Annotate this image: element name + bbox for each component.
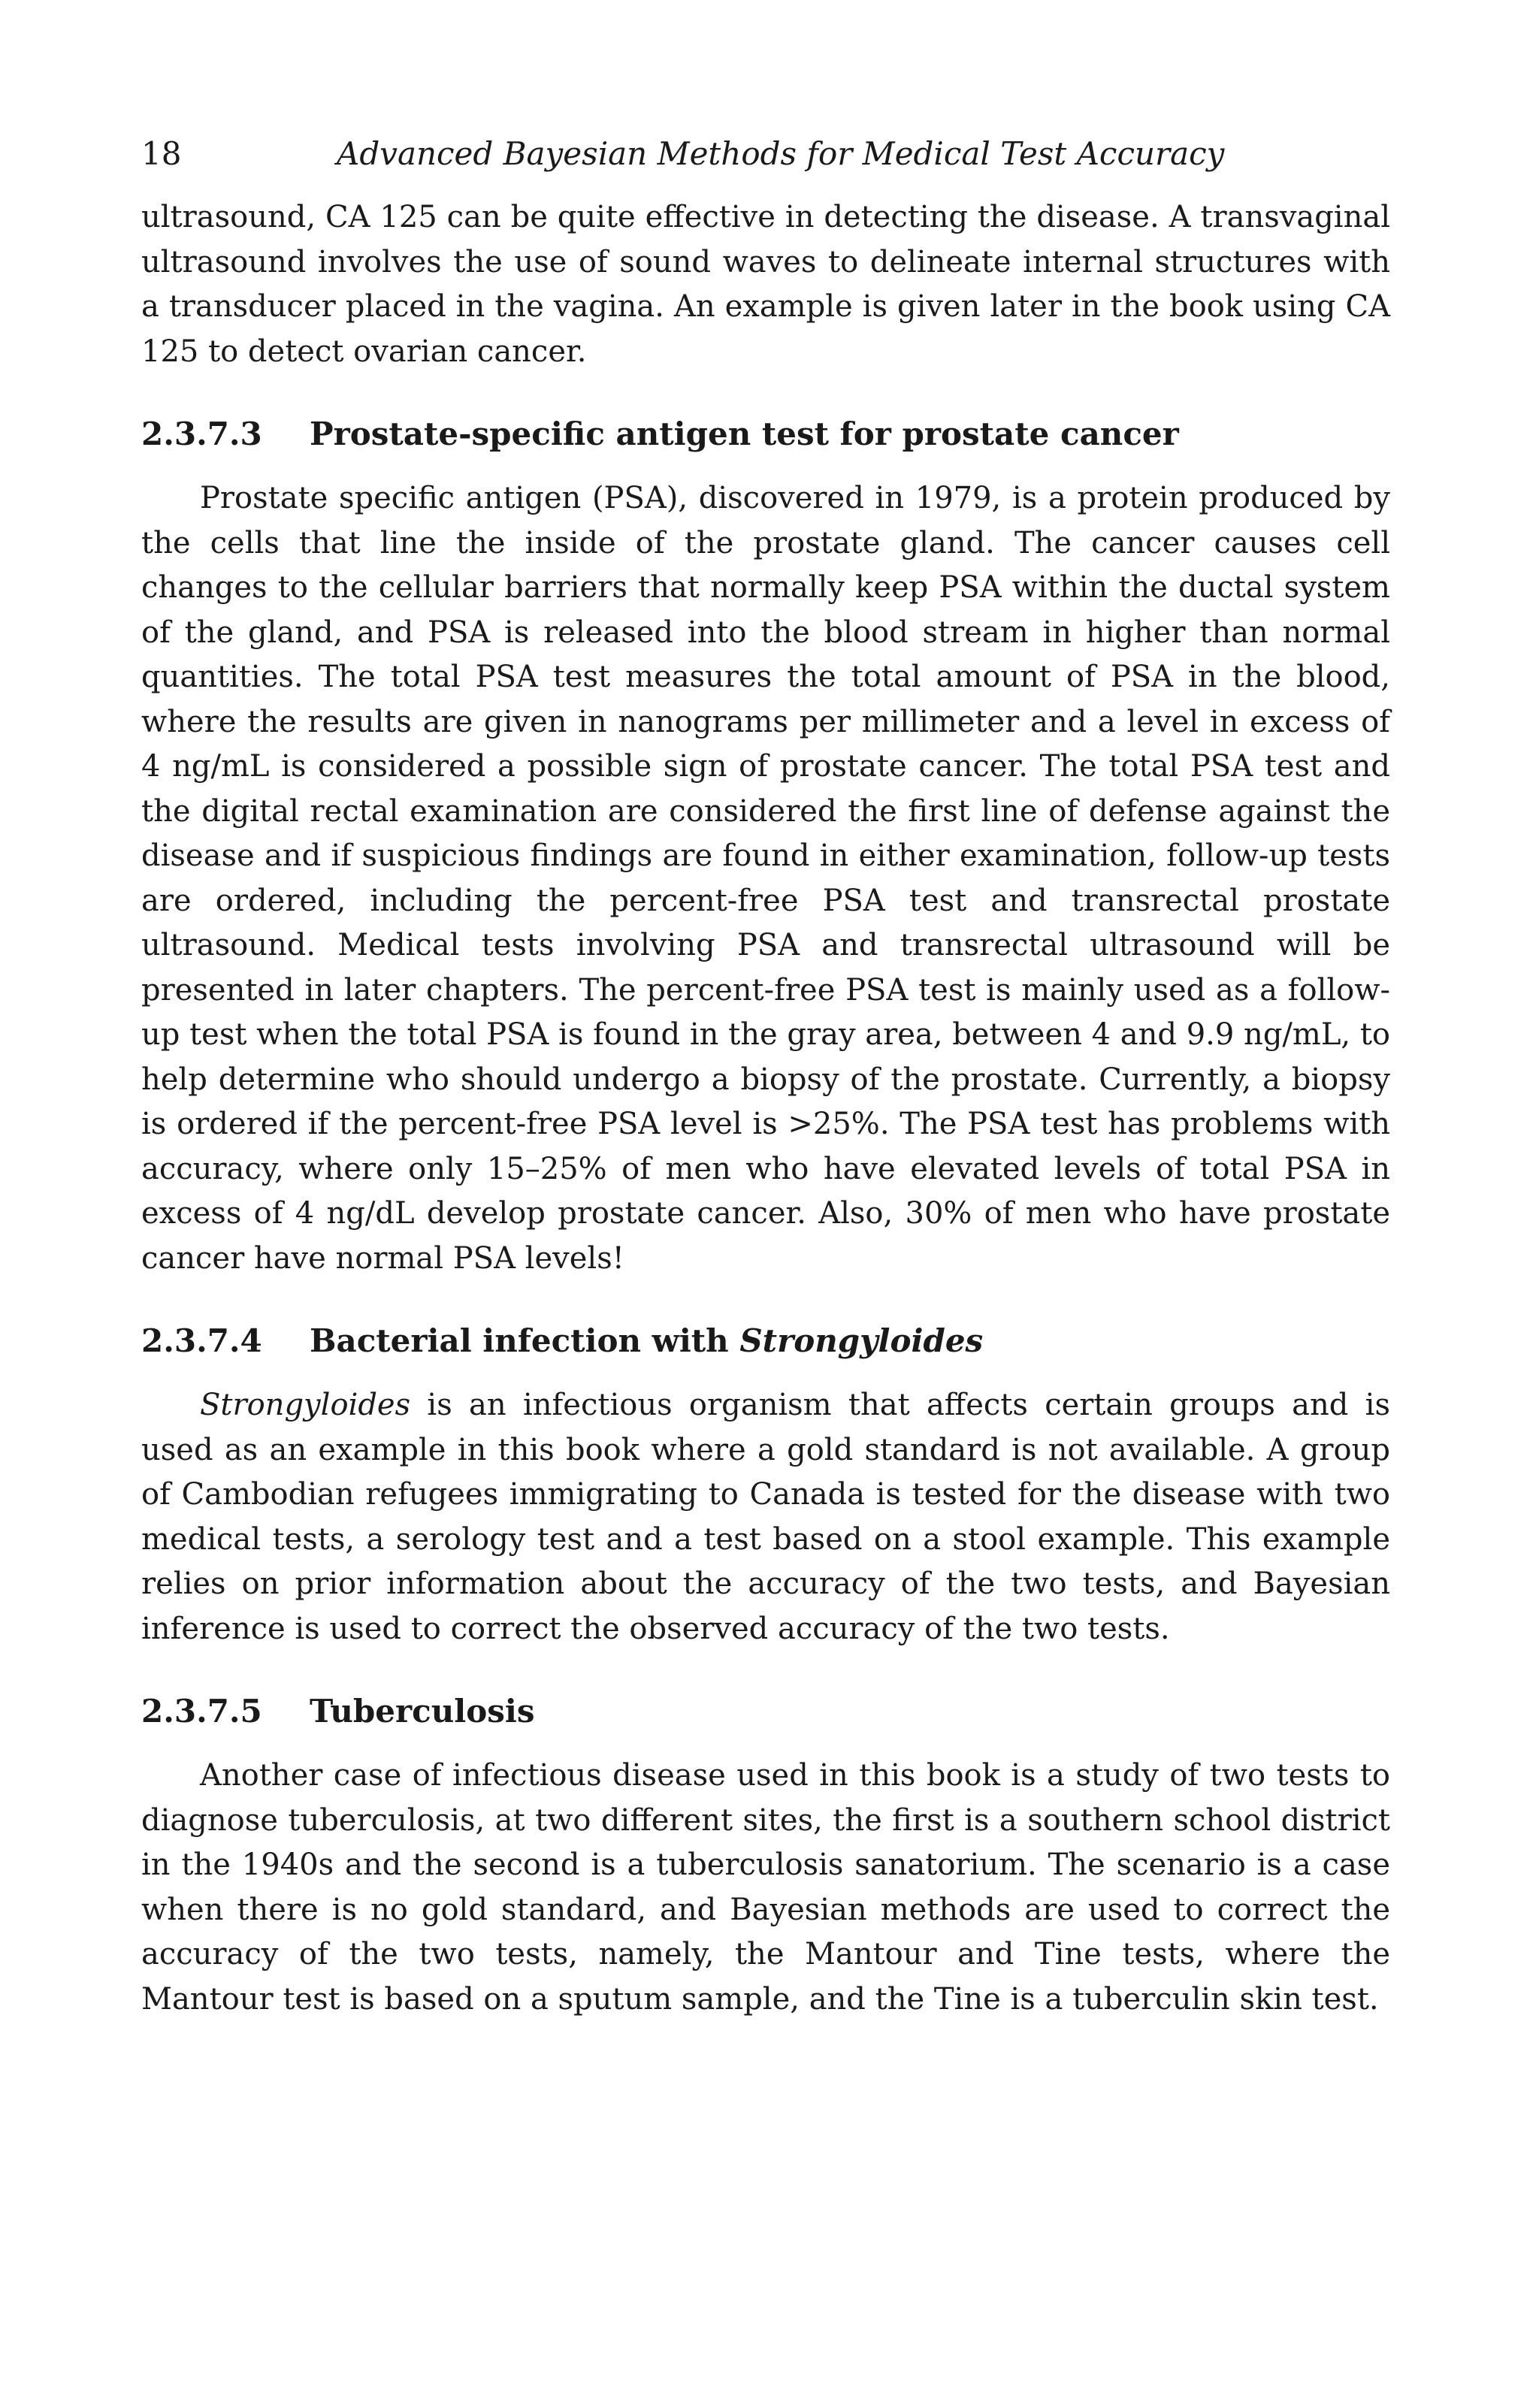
section-title: Tuberculosis [310, 1693, 535, 1730]
section-number: 2.3.7.4 [141, 1322, 262, 1359]
section-paragraph-tuberculosis: Another case of infectious disease used in this book is a study of two tests to diagnose tuberculosis, at two different sites, the first is a southern school district in the 1940s and the second is a tuberculosis sanatorium. The scenario is a case when there is no gold standard, and Bayesian methods are used to correct the accuracy of the two tests, namely, the Mantour and Tine tests, where the Mantour test is based on a sputum sample, and the Tine is a tuberculin skin test. [141, 1758, 1390, 2017]
section-paragraph-strongyloides [141, 1383, 1390, 1651]
running-header [141, 128, 1390, 180]
body-text [141, 195, 1390, 2022]
organism-name: Strongyloides [200, 1388, 411, 1422]
page-number: 18 [141, 135, 182, 172]
section-title-italic: Strongyloides [739, 1322, 984, 1359]
section-title-prefix: Bacterial infection with [310, 1322, 740, 1359]
book-page [141, 128, 1390, 2022]
section-title: Prostate-specific antigen test for prostate cancer [310, 415, 1179, 452]
section-heading-psa [141, 412, 1390, 457]
section-number: 2.3.7.3 [141, 415, 262, 452]
paragraph-text: is an infectious organism that affects certain groups and is used as an example in this book where a gold standard is not available. A group of Cambodian refugees immigrating to Canada is tested for the disease with two medical tests, a serology test and a test based on a stool example. This example relies on prior information about the accuracy of the two tests, and Bayesian inference is used to correct the observed accuracy of the two tests. [141, 1388, 1390, 1646]
intro-paragraph: ultrasound, CA 125 can be quite effective in detecting the disease. A transvaginal ultrasound involves the use of sound waves to delineate internal structures with a transducer placed in the vagina. An example is given later in the book using CA 125 to detect ovarian cancer. [141, 200, 1390, 369]
section-heading-tuberculosis [141, 1689, 1390, 1734]
section-heading-strongyloides [141, 1319, 1390, 1364]
section-paragraph-psa: Prostate specific antigen (PSA), discovered in 1979, is a protein produced by the cells that line the inside of the prostate gland. The cancer causes cell changes to the cellular barriers that normally keep PSA within the ductal system of the gland, and PSA is released into the blood stream in higher than normal quantities. The total PSA test measures the total amount of PSA in the blood, where the results are given in nanograms per millimeter and a level in excess of 4 ng/mL is considered a possible sign of prostate cancer. The total PSA test and the digital rectal examination are considered the first line of defense against the disease and if suspicious findings are found in either examination, follow-up tests are ordered, including the percent-free PSA test and transrectal prostate ultrasound. Medical tests involving PSA and transrectal ultrasound will be presented in later chapters. The percent-free PSA test is mainly used as a follow-up test when the total PSA is found in the gray area, between 4 and 9.9 ng/mL, to help determine who should undergo a biopsy of the prostate. Currently, a biopsy is ordered if the percent-free PSA level is >25%. The PSA test has problems with accuracy, where only 15–25% of men who have elevated levels of total PSA in excess of 4 ng/dL develop prostate cancer. Also, 30% of men who have prostate cancer have normal PSA levels! [141, 481, 1390, 1276]
running-title: Advanced Bayesian Methods for Medical Test Accuracy [337, 135, 1225, 172]
section-number: 2.3.7.5 [141, 1693, 262, 1730]
